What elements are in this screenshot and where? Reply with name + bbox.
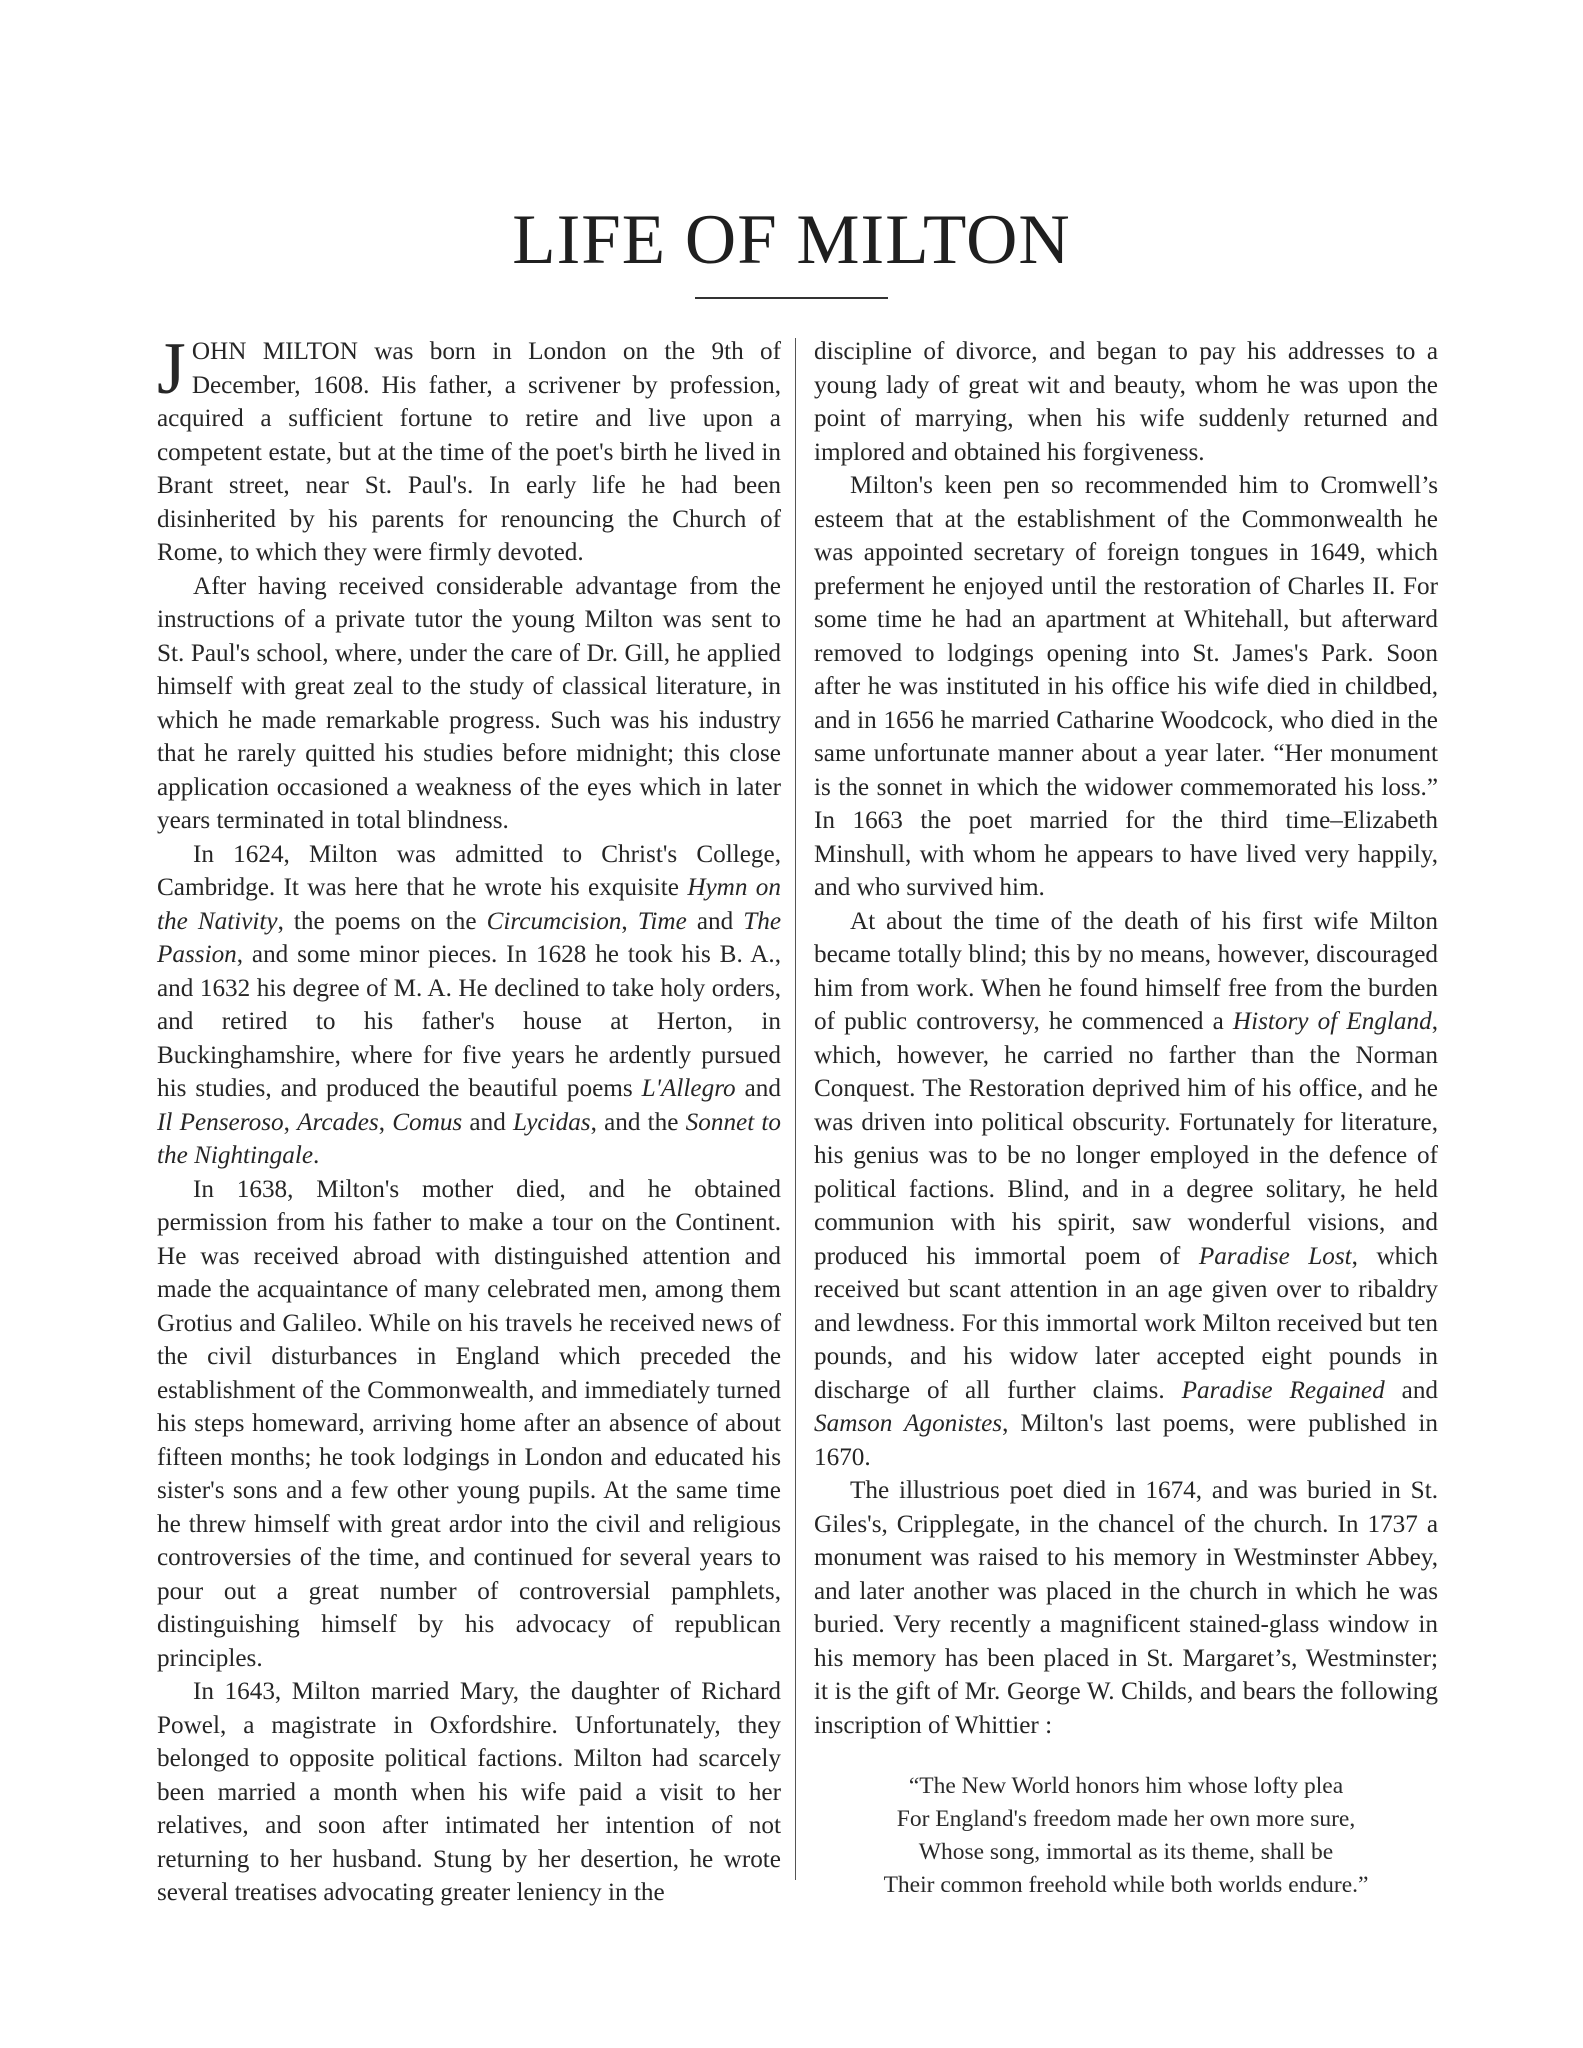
paragraph-7: At about the time of the death of his first wife Milton became totally blind; this by no means, however, discouraged him from work. When he found himself free from the burden of public controversy, he commenced a History of England, which, however, he carried no farther than the Norman Conquest. The Restoration deprived him of his office, and he was driven into political obscurity. Fortunately for literature, his genius was to be no longer employed in the defence of political factions. Blind, and in a degree solitary, he held communion with his spirit, saw wonderful visions, and produced his immortal poem of Paradise Lost, which received but scant attention in an age given over to ribaldry and lewdness. For this immortal work Milton received but ten pounds, and his widow later accepted eight pounds in discharge of all further claims. Paradise Regained and Samson Agonistes, Milton's last poems, were published in 1670. [814, 907, 1439, 1471]
left-column [157, 328, 782, 1910]
paragraph-2: After having received considerable advantage from the instructions of a private tutor the young Milton was sent to St. Paul's school, where, under the care of Dr. Gill, he applied himself with great zeal to the study of classical literature, in which he made remarkable progress. Such was his industry that he rarely quitted his studies before midnight; this close application occasioned a weakness of the eyes which in later years terminated in total blindness. [157, 572, 781, 834]
paragraph-5: In 1643, Milton married Mary, the daughter of Richard Powel, a magistrate in Oxfordshire. Unfortunately, they belonged to opposite political factions. Milton had scarcely been married a month when his wife paid a visit to her relatives, and soon after intimated her intention of not returning to her husband. Stung by her desertion, he wrote several treatises advocating greater leniency in the [157, 1678, 781, 1906]
poem-line: Their common freehold while both worlds endure.” [883, 1872, 1369, 1898]
drop-cap: J [157, 328, 186, 410]
paragraph-8: The illustrious poet died in 1674, and was buried in St. Giles's, Cripplegate, in the chancel of the church. In 1737 a monument was raised to his memory in Westminster Abbey, and later another was placed in the church in which he was buried. Very recently a magnificent stained-glass window in his memory has been placed in St. Margaret’s, Westminster; it is the gift of Mr. George W. Childs, and bears the following inscription of Whittier : [814, 1477, 1438, 1739]
paragraph-3: In 1624, Milton was admitted to Christ's College, Cambridge. It was here that he wrote his exquisite Hymn on the Nativity, the poems on the Circumcision, Time and The Passion, and some minor pieces. In 1628 he took his B. A., and 1632 his degree of M. A. He declined to take holy orders, and retired to his father's house at Herton, in Buckinghamshire, where for five years he ardently pursued his studies, and produced the beautiful poems L'Allegro and Il Penseroso, Arcades, Comus and Lycidas, and the Sonnet to the Nightingale. [157, 840, 782, 1169]
paragraph-6: Milton's keen pen so recommended him to Cromwell’s esteem that at the establishment of the Commonwealth he was appointed secretary of foreign tongues in 1649, which preferment he enjoyed until the restoration of Charles II. For some time he had an apartment at Whitehall, but afterward removed to lodgings opening into St. James's Park. Soon after he was instituted in his office his wife died in childbed, and in 1656 he married Catharine Woodcock, who died in the same unfortunate manner about a year later. “Her monument is the sonnet in which the widower commemorated his loss.” In 1663 the poet married for the third time–Elizabeth Minshull, with whom he appears to have lived very happily, and who survived him. [814, 472, 1438, 901]
column-divider [795, 338, 796, 1880]
poem-line: Whose song, immortal as its theme, shall be [918, 1839, 1334, 1865]
poem-line: For England's freedom made her own more sure, [896, 1806, 1356, 1832]
title-underline [695, 297, 888, 299]
page-title: LIFE OF MILTON [512, 201, 1071, 279]
right-column [814, 335, 1438, 1902]
poem-line: “The New World honors him whose lofty plea [908, 1773, 1344, 1799]
paragraph-1: JOHN MILTON was born in London on the 9th of December, 1608. His father, a scrivener by profession, acquired a sufficient fortune to retire and live upon a competent estate, but at the time of the poet's birth he lived in Brant street, near St. Paul's. In early life he had been disinherited by his parents for renouncing the Church of Rome, to which they were firmly devoted. [157, 328, 781, 566]
paragraph-4: In 1638, Milton's mother died, and he obtained permission from his father to make a tour on the Continent. He was received abroad with distinguished attention and made the acquaintance of many celebrated men, among them Grotius and Galileo. While on his travels he received news of the civil disturbances in England which preceded the establishment of the Commonwealth, and immediately turned his steps homeward, arriving home after an absence of about fifteen months; he took lodgings in London and educated his sister's sons and a few other young pupils. At the same time he threw himself with great ardor into the civil and religious controversies of the time, and continued for several years to pour out a great number of controversial pamphlets, distinguishing himself by his advocacy of republican principles. [157, 1175, 781, 1672]
whittier-inscription [814, 1770, 1438, 1902]
paragraph-5-continued: discipline of divorce, and began to pay his addresses to a young lady of great wit and beauty, whom he was upon the point of marrying, when his wife suddenly returned and implored and obtained his forgiveness. [814, 338, 1438, 466]
